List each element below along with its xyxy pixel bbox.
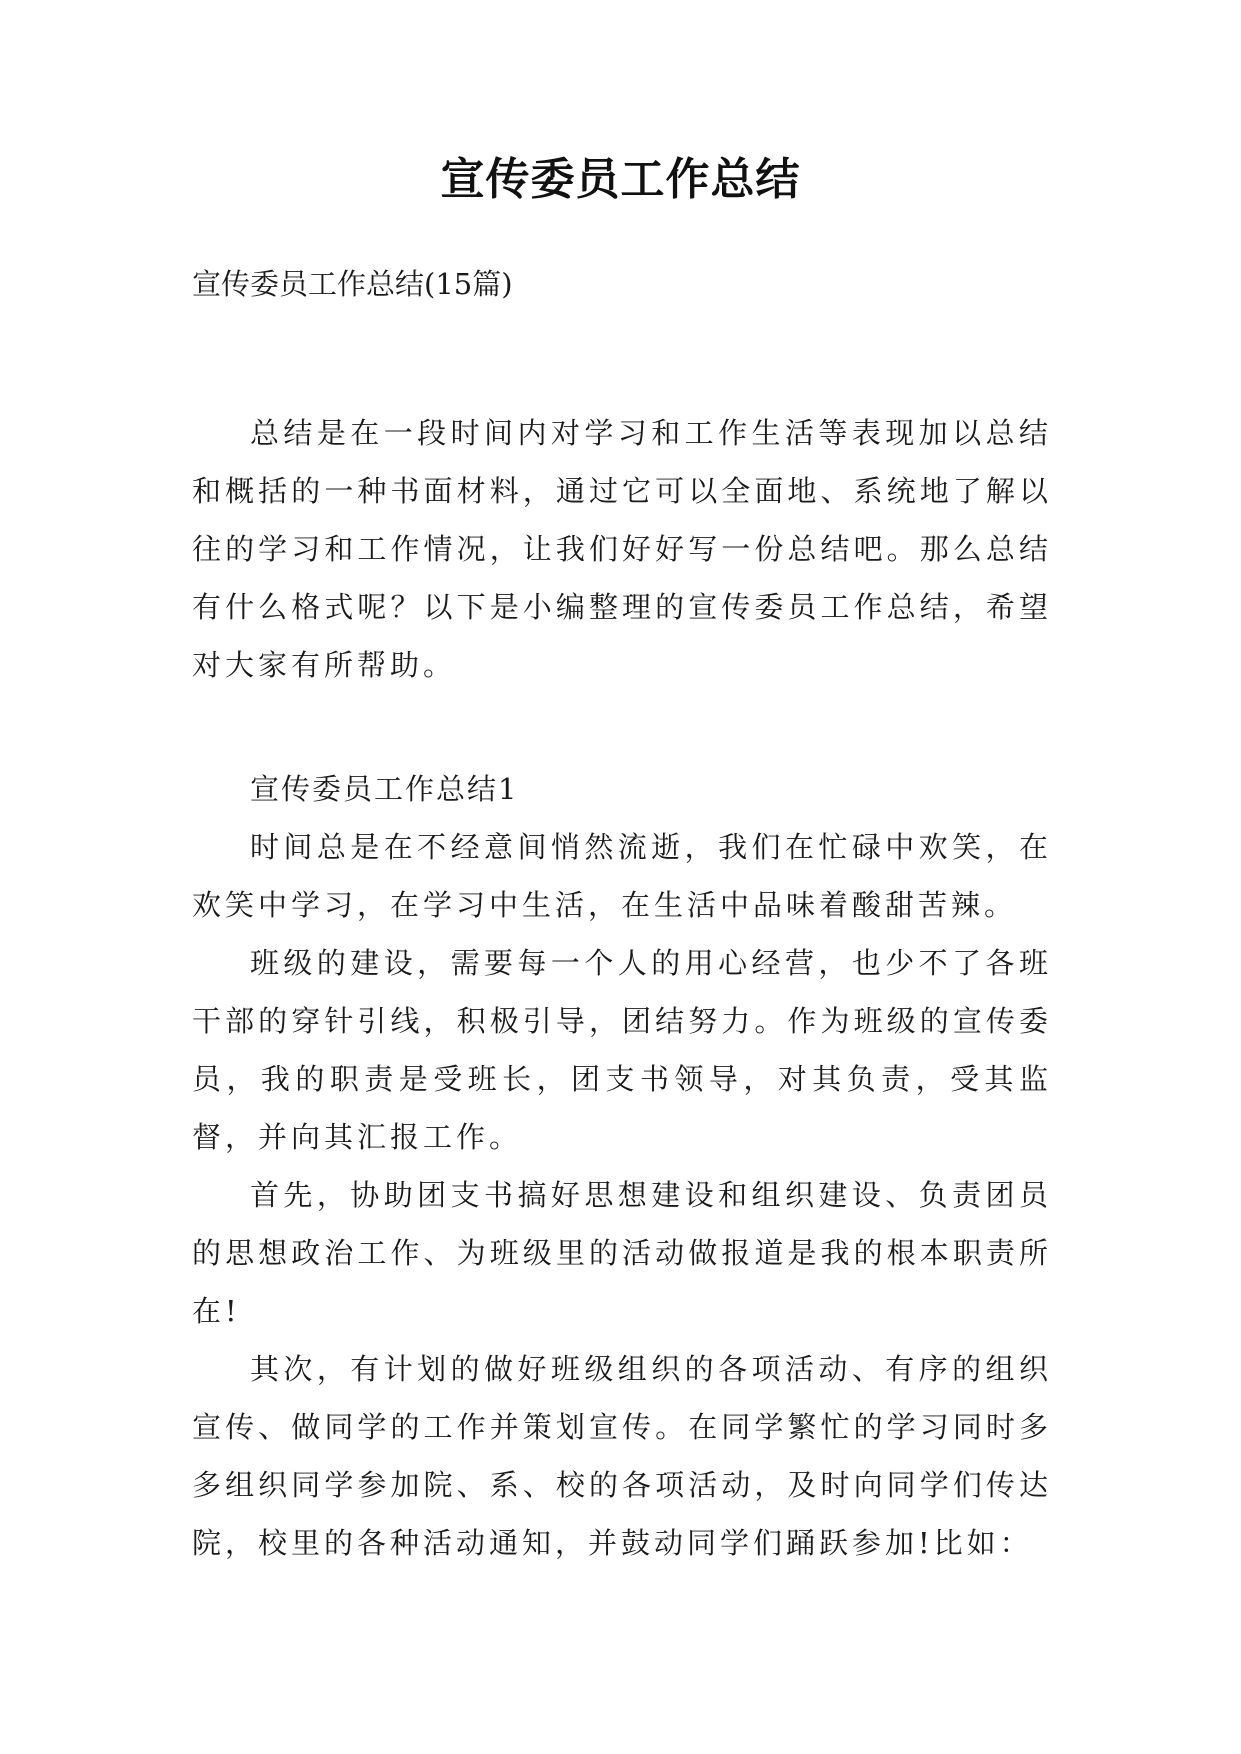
intro-block (192, 404, 1052, 694)
document-title: 宣传委员工作总结 (440, 154, 801, 205)
body-paragraph-4: 其次，有计划的做好班级组织的各项活动、有序的组织宣传、做同学的工作并策划宣传。在同学繁忙的学习同时多多组织同学参加院、系、校的各项活动，及时向同学们传达院，校里的各种活动通知，并鼓动同学们踊跃参加!比如： (192, 1352, 1052, 1560)
body-paragraph-1: 时间总是在不经意间悄然流逝，我们在忙碌中欢笑，在欢笑中学习，在学习中生活，在生活中品味着酸甜苦辣。 (192, 830, 1052, 922)
document-subtitle: 宣传委员工作总结(15篇) (192, 267, 513, 301)
body-paragraph-2: 班级的建设，需要每一个人的用心经营，也少不了各班干部的穿针引线，积极引导，团结努力。作为班级的宣传委员，我的职责是受班长，团支书领导，对其负责，受其监督，并向其汇报工作。 (192, 946, 1052, 1154)
intro-paragraph: 总结是在一段时间内对学习和工作生活等表现加以总结和概括的一种书面材料，通过它可以全面地、系统地了解以往的学习和工作情况，让我们好好写一份总结吧。那么总结有什么格式呢？以下是小编整理的宣传委员工作总结，希望对大家有所帮助。 (192, 416, 1052, 682)
section-heading: 宣传委员工作总结1 (250, 772, 519, 806)
section-1 (192, 760, 1052, 1572)
body-paragraph-3: 首先，协助团支书搞好思想建设和组织建设、负责团员的思想政治工作、为班级里的活动做报道是我的根本职责所在! (192, 1178, 1052, 1328)
